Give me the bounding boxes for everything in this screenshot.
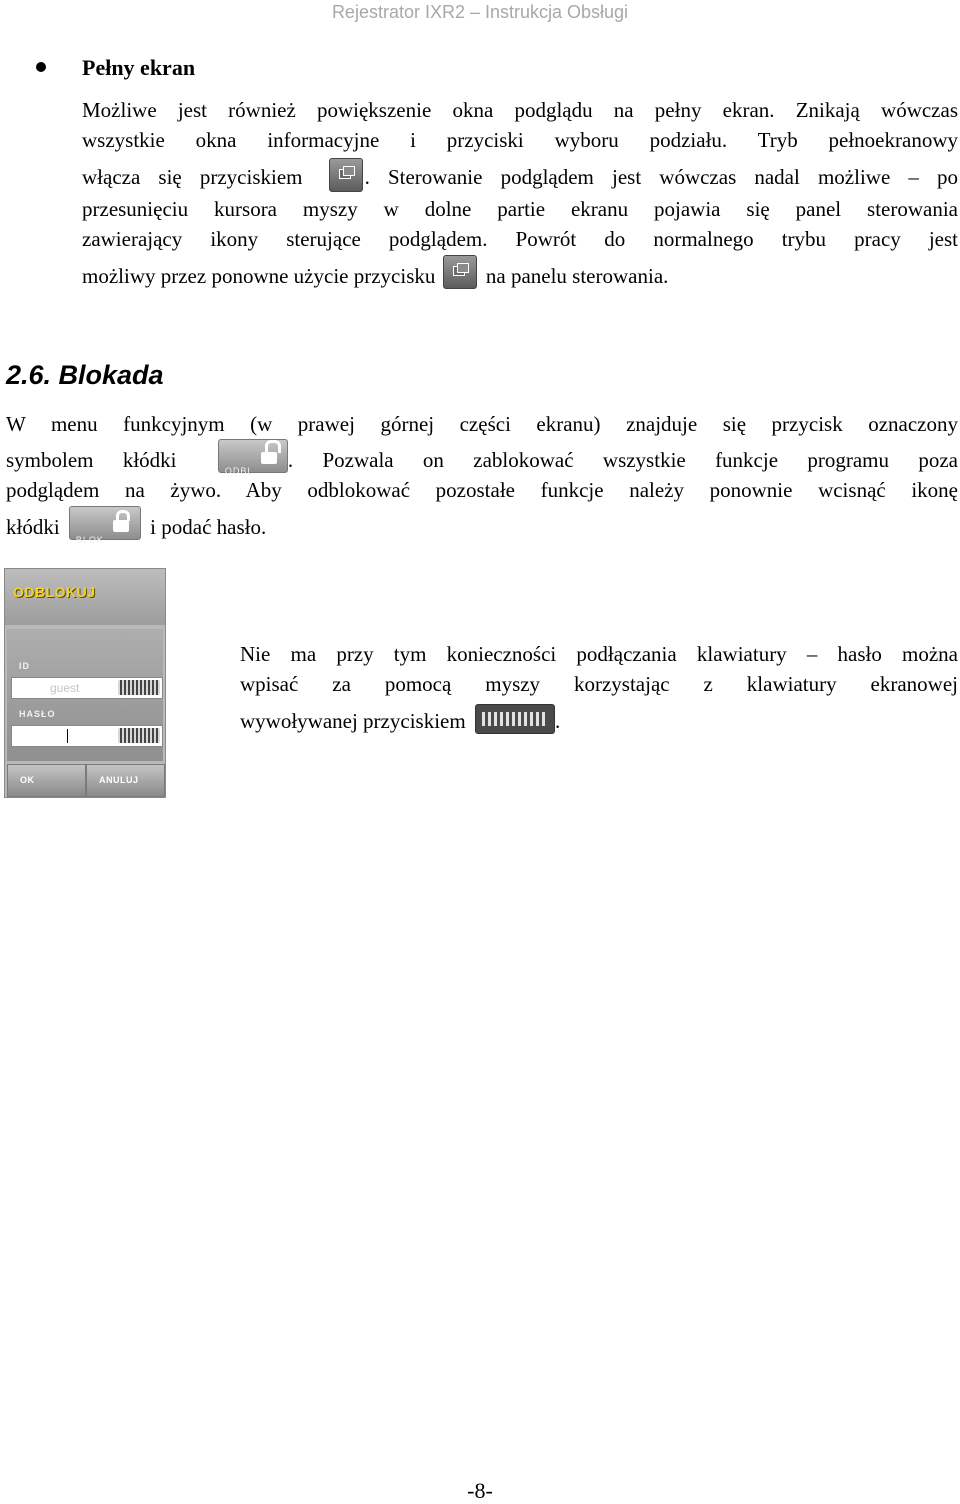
text-caret [67,729,68,743]
page-number: -8- [467,1478,493,1503]
text-fragment: włącza się przyciskiem [82,165,303,189]
dialog-body [7,629,163,761]
text-line: Możliwe jest również powiększenie okna podglądu na pełny ekran. Znikają wówczas [82,98,958,122]
text-line: wpisać za pomocą myszy korzystając z klawiatury ekranowej [240,671,958,696]
unlock-icon-label: ODBL. [224,465,257,476]
text-line: podglądem na żywo. Aby odblokować pozostałe funkcje należy ponownie wcisnąć ikonę [6,477,958,502]
section-title: 2.6. Blokada [6,360,164,390]
text-line: W menu funkcyjnym (w prawej górnej części ekranu) znajduje się przycisk oznaczony [6,412,958,436]
keyboard-icon[interactable] [118,728,160,743]
bullet-point [36,62,46,72]
dialog-title: ODBLOKUJ [13,584,96,600]
text-fragment: . Pozwala on zablokować wszystkie funkcje programu poza [287,447,959,472]
fullscreen-exit-icon[interactable] [443,255,477,289]
id-field-value: guest [50,681,80,695]
text-line [240,699,958,739]
lock-paragraph [6,410,958,545]
password-label: HASŁO [19,709,56,719]
fullscreen-paragraph [82,96,958,294]
keyboard-note-paragraph [240,640,958,739]
onscreen-keyboard-icon[interactable] [475,704,555,734]
text-line: przesunięciu kursora myszy w dolne partie ekranu pojawia się panel sterowania [82,197,958,221]
text-line [6,505,958,545]
text-line [6,440,958,476]
text-line [82,254,958,294]
dialog-title-bar [5,569,165,625]
text-line: Nie ma przy tym konieczności podłączania klawiatury – hasło można [240,642,958,666]
cancel-button[interactable] [86,764,165,797]
text-fragment: . Sterowanie podglądem jest wówczas nadal możliwe – po [364,165,958,189]
cancel-button-label: ANULUJ [99,775,139,785]
text-fragment: wywoływanej przyciskiem [240,709,466,733]
id-field[interactable] [11,677,163,699]
lock-icon-label: BLOK. [75,535,108,546]
fullscreen-icon[interactable] [329,158,363,192]
document-header: Rejestrator IXR2 – Instrukcja Obsługi [331,2,629,22]
text-fragment: i podać hasło. [150,515,267,539]
text-fragment: . [554,709,561,733]
text-line: wszystkie okna informacyjne i przyciski wyboru podziału. Tryb pełnoekranowy [82,127,958,152]
fullscreen-heading: Pełny ekran [82,55,196,80]
unlock-dialog [4,568,166,798]
text-fragment: na panelu sterowania. [485,264,669,288]
unlock-padlock-icon[interactable] [218,439,288,476]
text-fragment: symbolem kłódki [6,447,177,472]
ok-button-label: OK [20,775,35,785]
password-field[interactable] [11,725,163,747]
text-line: zawierający ikony sterujące podglądem. Powrót do normalnego trybu pracy jest [82,226,958,251]
id-label: ID [19,661,30,671]
ok-button[interactable] [7,764,86,797]
text-fragment: kłódki [6,515,60,539]
lock-padlock-icon[interactable] [69,506,141,546]
text-fragment: możliwy przez ponowne użycie przycisku [82,264,436,288]
keyboard-icon[interactable] [118,680,160,695]
text-line [82,155,958,195]
